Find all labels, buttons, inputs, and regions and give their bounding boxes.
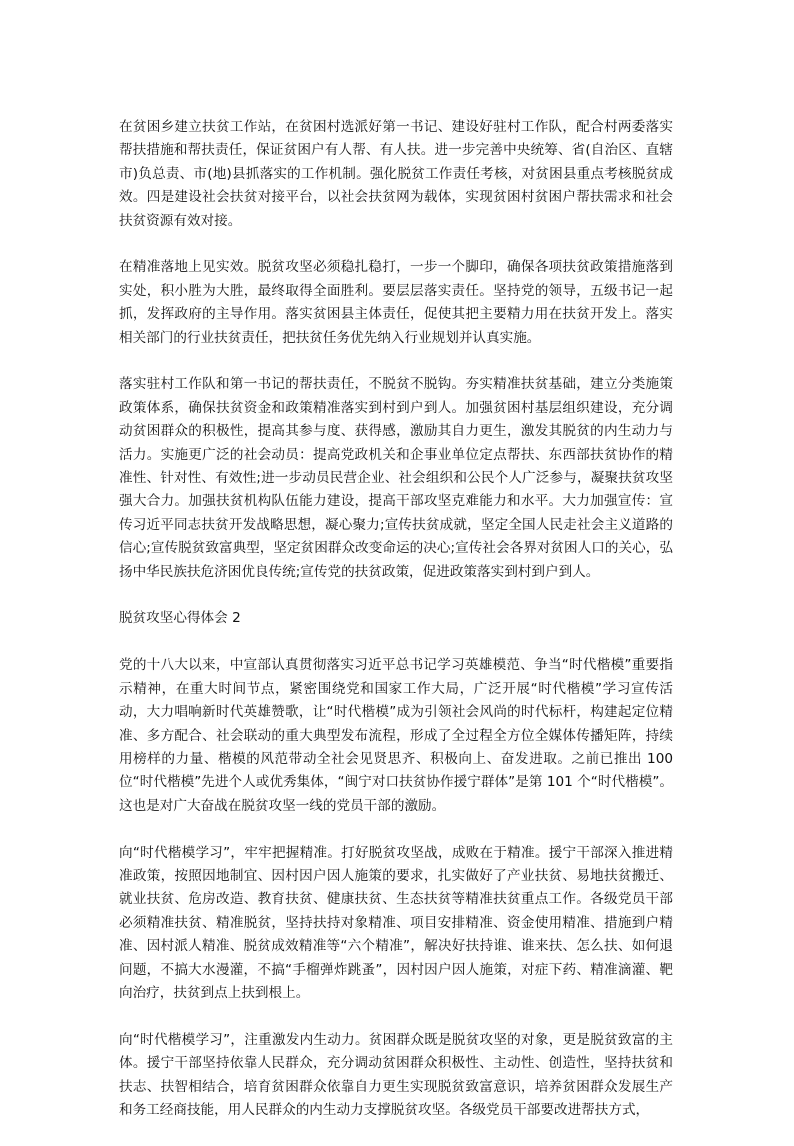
paragraph: 在精准落地上见实效。脱贫攻坚必须稳扎稳打，一步一个脚印，确保各项扶贫政策措施落到实处，积小胜为大胜，最终取得全面胜利。要层层落实责任。坚持党的领导，五级书记一起抓，发挥政府的主导作用。落实贫困县主体责任，促使其把主要精力用在扶贫开发上。落实相关部门的行业扶贫责任，把扶贫任务优先纳入行业规划并认真实施。 <box>119 259 673 346</box>
document-page <box>119 116 673 1146</box>
paragraph: 落实驻村工作队和第一书记的帮扶责任，不脱贫不脱钩。夯实精准扶贫基础，建立分类施策政策体系，确保扶贫资金和政策精准落实到村到户到人。加强贫困村基层组织建设，充分调动贫困群众的积极性，提高其参与度、获得感，激励其自力更生，激发其脱贫的内生动力与活力。实施更广泛的社会动员：提高党政机关和企事业单位定点帮扶、东西部扶贫协作的精准性、针对性、有效性;进一步动员民营企业、社会组织和公民个人广泛参与，凝聚扶贫攻坚强大合力。加强扶贫机构队伍能力建设，提高干部攻坚克难能力和水平。大力加强宣传：宣传习近平同志扶贫开发战略思想，凝心聚力;宣传扶贫成就，坚定全国人民走社会主义道路的信心;宣传脱贫致富典型，坚定贫困群众改变命运的决心;宣传社会各界对贫困人口的关心，弘扬中华民族扶危济困优良传统;宣传党的扶贫政策，促进政策落实到村到户到人。 <box>119 376 673 580</box>
section-heading: 脱贫攻坚心得体会 2 <box>119 610 241 627</box>
paragraph: 在贫困乡建立扶贫工作站，在贫困村选派好第一书记、建设好驻村工作队，配合村两委落实帮扶措施和帮扶责任，保证贫困户有人帮、有人扶。进一步完善中央统筹、省(自治区、直辖市)负总责、市(地)县抓落实的工作机制。强化脱贫工作责任考核，对贫困县重点考核脱贫成效。四是建设社会扶贫对接平台，以社会扶贫网为载体，实现贫困村贫困户帮扶需求和社会扶贫资源有效对接。 <box>119 119 673 229</box>
paragraph: 向“时代楷模学习”，注重激发内生动力。贫困群众既是脱贫攻坚的对象，更是脱贫致富的主体。援宁干部坚持依靠人民群众，充分调动贫困群众积极性、主动性、创造性，坚持扶贫和扶志、扶智相结合，培育贫困群众依靠自力更生实现脱贫致富意识，培养贫困群众发展生产和务工经商技能，用人民群众的内生动力支撑脱贫攻坚。各级党员干部要改进帮扶方式， <box>119 1031 673 1118</box>
paragraph: 向“时代楷模学习”，牢牢把握精准。打好脱贫攻坚战，成败在于精准。援宁干部深入推进精准政策，按照因地制宜、因村因户因人施策的要求，扎实做好了产业扶贫、易地扶贫搬迁、就业扶贫、危房改造、教育扶贫、健康扶贫、生态扶贫等精准扶贫重点工作。各级党员干部必须精准扶贫、精准脱贫，坚持扶持对象精准、项目安排精准、资金使用精准、措施到户精准、因村派人精准、脱贫成效精准等“六个精准”，解决好扶持谁、谁来扶、怎么扶、如何退问题，不搞大水漫灌，不搞“手榴弹炸跳蚤”，因村因户因人施策，对症下药、精准滴灌、靶向治疗，扶贫到点上扶到根上。 <box>119 844 673 1001</box>
paragraph: 党的十八大以来，中宣部认真贯彻落实习近平总书记学习英雄模范、争当“时代楷模”重要指示精神，在重大时间节点，紧密围绕党和国家工作大局，广泛开展“时代楷模”学习宣传活动，大力唱响新时代英雄赞歌，让“时代楷模”成为引领社会风尚的时代标杆，构建起定位精准、多方配合、社会联动的重大典型发布流程，形成了全过程全方位全媒体传播矩阵，持续用榜样的力量、楷模的风范带动全社会见贤思齐、积极向上、奋发进取。之前已推出 100 位“时代楷模”先进个人或优秀集体，“闽宁对口扶贫协作援宁群体”是第 101 个“时代楷模”。这也是对广大奋战在脱贫攻坚一线的党员干部的激励。 <box>119 657 673 814</box>
